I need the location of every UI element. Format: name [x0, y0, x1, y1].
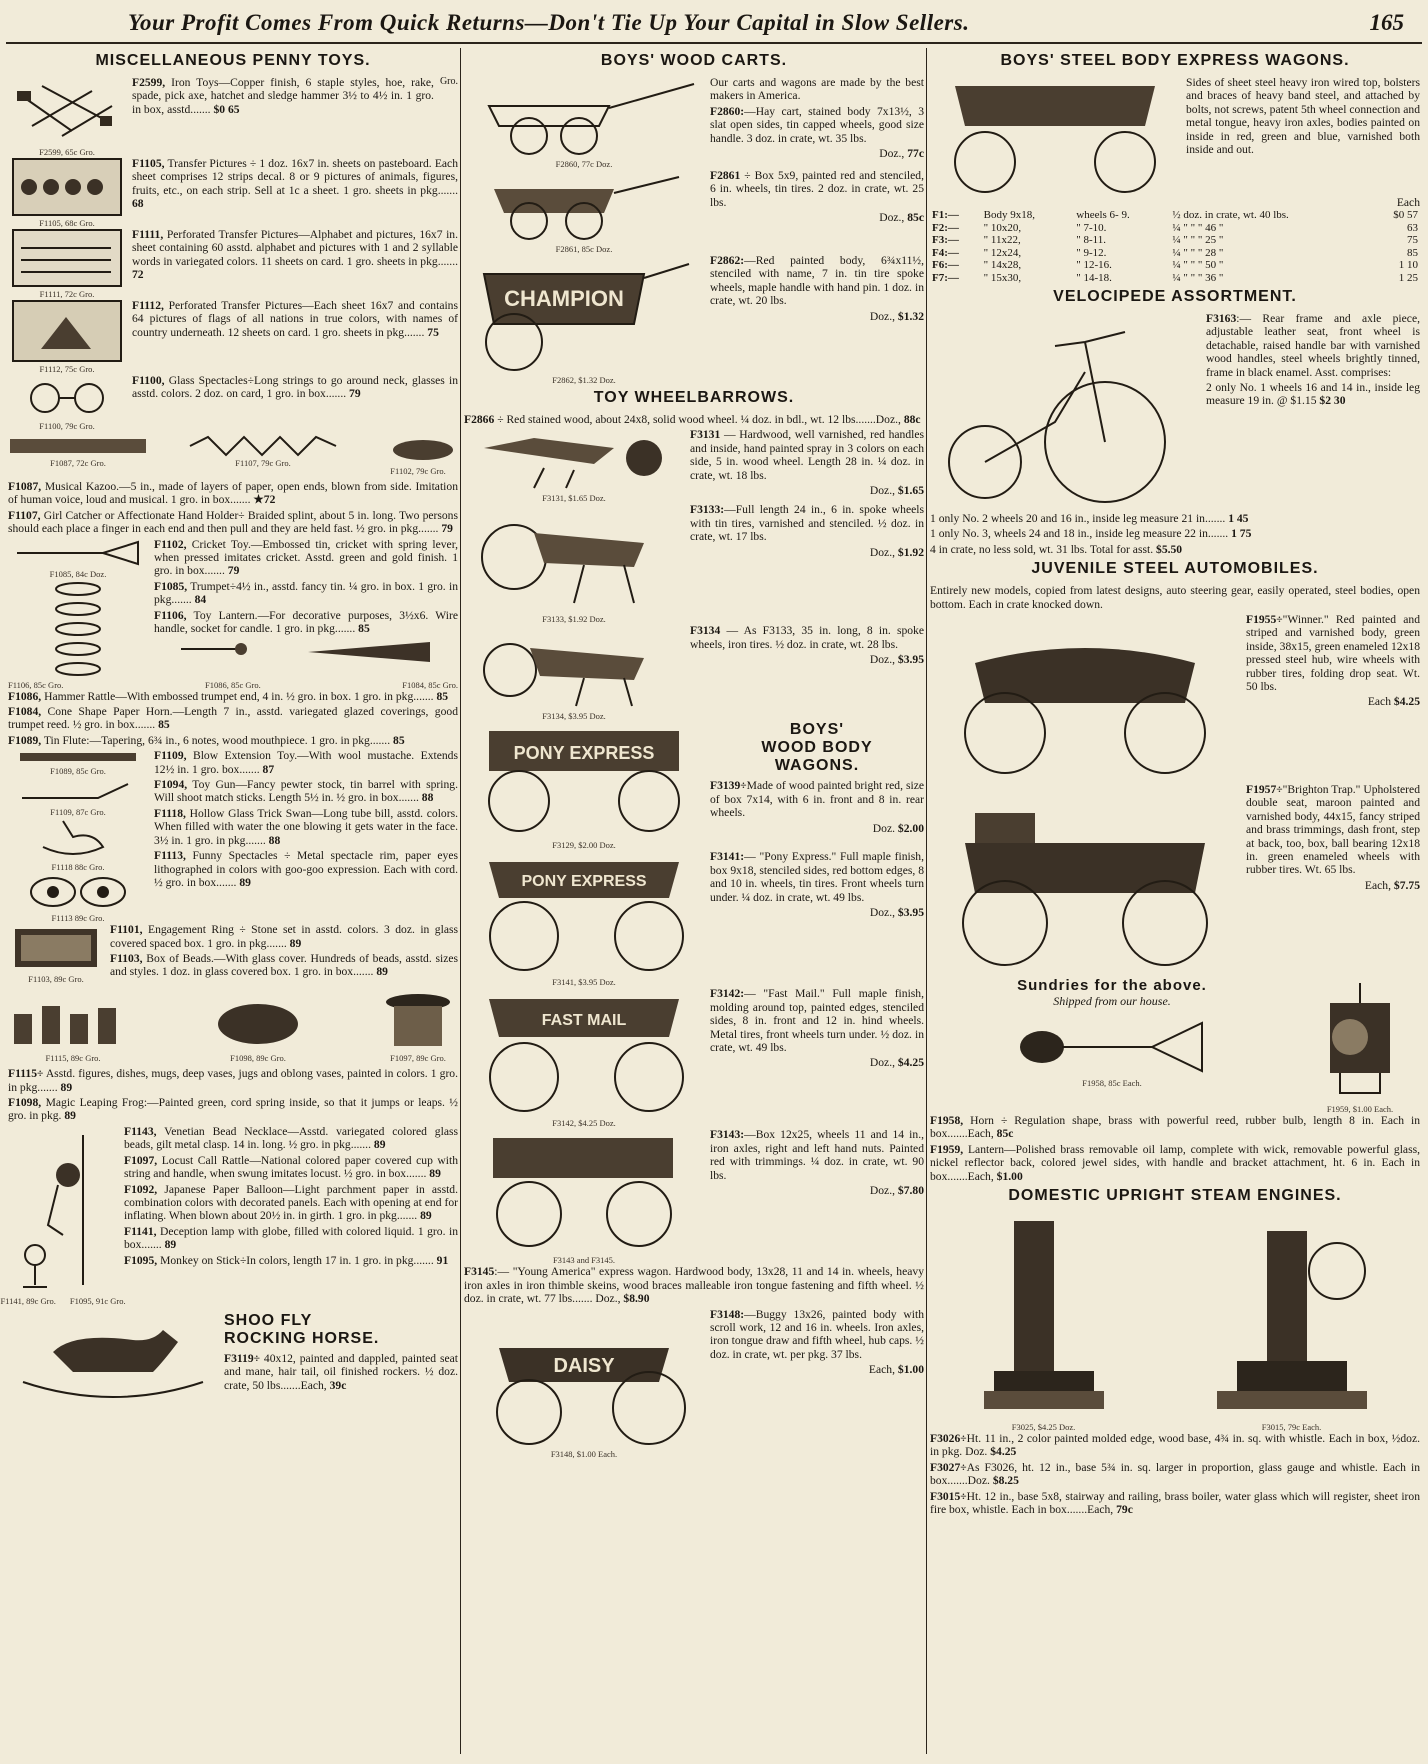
item-f1107: F1107, Girl Catcher or Affectionate Hand Holder÷ Braided splint, about 5 in. long. Two persons should each place a finger in each end and then pull and they are held fast. ½ gro. in pkg....... 79	[8, 508, 458, 536]
item-description: F3139÷Made of wood painted bright red, size of box 7x14, with 6 in. front and 8 in. rear wheels.	[710, 779, 924, 820]
gro-label: Gro.	[439, 76, 458, 87]
wheelbarrow-f3133-illustration: F3133, $1.92 Doz.	[464, 503, 684, 624]
steel-wagon-block	[930, 76, 1420, 196]
daisy-buggy-illustration: DAISY F3148, $1.00 Each.	[464, 1308, 704, 1459]
item-f1098: F1098, Magic Leaping Frog:—Painted green, cord spring inside, so that it jumps or leaps. ½ gro. in pkg. 89	[8, 1096, 458, 1123]
size-table-row	[930, 272, 1420, 285]
size-table-cell-pack: ¼ " " " 46 "	[1172, 221, 1224, 234]
item-description: F1100, Glass Spectacles÷Long strings to go around neck, glasses in asstd. colors. 2 doz. on card, 1 gro. in box....... 79	[132, 374, 459, 401]
locust-call-illustration: F1097, 89c Gro.	[378, 988, 458, 1063]
item-f1087: F1087, Musical Kazoo.—5 in., made of layers of paper, open ends, blown from side. Imitation of human voice, loud and musical. 1 gro. in box....... ★72	[8, 480, 458, 507]
section-heading-wood-carts: BOYS' WOOD CARTS.	[600, 52, 788, 69]
section-heading-rocking-horse: ROCKING HORSE.	[224, 1329, 380, 1347]
pony-express-wagon-f3139-illustration: PONY EXPRESS F3129, $2.00 Doz.	[464, 721, 704, 850]
item-f3026: F3026÷Ht. 11 in., 2 color painted molded edge, wood base, 4¾ in. sq. with whistle. Each in box, ½doz. in pkg. Doz. $4.25	[930, 1432, 1420, 1459]
size-table-cell-wheels: " 8-11.	[1076, 234, 1107, 246]
cart-stencil-name: CHAMPION	[504, 286, 624, 311]
item-f1102: F1102, Cricket Toy.—Embossed tin, cricket with spring lever, when pressed imitates cricket. Asstd. green and gold finish. 1 gro. in box....... 79	[154, 537, 458, 578]
item-f1085: F1085, Trumpet÷4½ in., asstd. fancy tin. ¼ gro. in box. 1 gro. in pkg....... 84	[154, 579, 458, 607]
size-table-row	[930, 259, 1420, 272]
pony-express-wagon-f3141-illustration: PONY EXPRESS F3141, $3.95 Doz.	[464, 850, 704, 987]
size-table-cell-code: F7:—	[932, 271, 959, 284]
express-wagon-f3143-illustration: F3143 and F3145.	[464, 1128, 704, 1265]
size-table-cell-body: " 10x20,	[983, 221, 1022, 234]
figure-caption: F1100, 79c Gro.	[39, 421, 95, 431]
item-f1092: F1092, Japanese Paper Balloon—Light parchment paper in asstd. combination colors with decorated panels. Each with opening at end for inflating. When blown about 20½ in. in girth. 1 gro. in pkg....... 89	[124, 1182, 458, 1223]
size-table-cell-each: 1 10	[1398, 259, 1418, 271]
section-heading-steel-wagons: BOYS' STEEL BODY EXPRESS WAGONS.	[1000, 52, 1350, 69]
item-f3141: PONY EXPRESS F3141, $3.95 Doz. F3141:— "Pony Express." Full maple finish, box 9x18, stenciled sides, red bottom edges, 8 and 10 in. wheels, tin tires. Front wheels turn under. ¼ doz. in crate, wt. 49 lbs. Doz., $3.95	[464, 850, 924, 987]
item-f1100	[8, 374, 458, 431]
item-f1103: F1103, Box of Beads.—With glass cover. Hundreds of beads, asstd. sizes and styles. 1 doz. in glass covered box. 1 gro. in box....... 89	[110, 952, 458, 979]
page-number: 165	[1369, 10, 1404, 35]
monkey-lamp-illustrations: F1141, 89c Gro. F1095, 91c Gro.	[8, 1125, 118, 1306]
item-f1105	[8, 157, 458, 228]
item-description: F3148:—Buggy 13x26, painted body with scroll work, 12 and 16 in. wheels. Iron axles, iron tongue draw and fifth wheel, hub caps. ½ doz. in crate, wt. per pkg. 37 lbs.	[710, 1307, 924, 1361]
figure-caption: F1111, 72c Gro.	[39, 289, 95, 299]
column-express-autos-engines	[930, 48, 1420, 1754]
size-table-row	[930, 209, 1420, 222]
item-f3134: F3134, $3.95 Doz. F3134 — As F3133, 35 in. long, 8 in. spoke wheels, iron tires. ½ doz. in crate, wt. 28 lbs. Doz., $3.95	[464, 624, 924, 721]
item-description: F3163:— Rear frame and axle piece, adjustable leather seat, front wheel is detachable, raised handle bar with varnished wood handles, steel wheels brightly tinned, frame in black enamel. Asst. comprises:	[1206, 312, 1420, 379]
item-description: F3143:—Box 12x25, wheels 11 and 14 in., iron axles, right and left hand nuts. Painted red with trimmings. ¼ doz. in crate, wt. 90 lbs.	[710, 1128, 924, 1182]
size-table-cell-each: $0 57	[1393, 209, 1418, 221]
size-table-cell-code: F1:—	[932, 209, 959, 221]
item-group-trumpet	[8, 538, 458, 679]
size-table-cell-body: " 14x28,	[983, 259, 1022, 271]
section-heading-shoo-fly: SHOO FLY	[224, 1311, 313, 1329]
item-f3148: DAISY F3148, $1.00 Each. F3148:—Buggy 13x26, painted body with scroll work, 12 and 16 in. wheels. Iron axles, iron tongue draw and fifth wheel, hub caps. ½ doz. in crate, wt. per pkg. 37 lbs. Each, $1.00	[464, 1308, 924, 1459]
item-f3131: F3131, $1.65 Doz. F3131 — Hardwood, well varnished, red handles and inside, hand painted spray in 3 colors on each side, 5 in. wood wheel. Length 28 in. ¼ doz. in crate, wt. 18 lbs. Doz., $1.65	[464, 428, 924, 503]
item-f2599	[8, 76, 458, 157]
column-rule-2	[926, 48, 927, 1754]
item-f1112	[8, 299, 458, 374]
item-f2862: CHAMPION F2862, $1.32 Doz. F2862:—Red painted body, 6¾x11½, stenciled with name, 7 in. tin tire spoke wheels, maple handle with hand pin. 1 doz. in crate, wt. 20 lbs. Doz., $1.32	[464, 254, 924, 385]
column-rule-1	[460, 48, 461, 1754]
wagon-stencil-name: FAST MAIL	[541, 1012, 627, 1030]
size-table-cell-pack: ¼ " " " 28 "	[1172, 246, 1224, 259]
item-f3119-rocking-horse	[8, 1312, 458, 1408]
header-rule	[6, 42, 1422, 44]
size-table-cell-code: F2:—	[932, 221, 959, 234]
size-table-cell-body: " 15x30,	[983, 271, 1022, 284]
wheelbarrow-f3131-illustration: F3131, $1.65 Doz.	[464, 428, 684, 503]
perforated-pictures-illustration	[8, 228, 126, 299]
item-f1143: F1143, Venetian Bead Necklace—Asstd. variegated colored glass beads, gilt metal clasp. 14 in. long. ½ gro. in pkg....... 89	[124, 1124, 458, 1152]
wagon-stencil-name: PONY EXPRESS	[521, 873, 647, 891]
figure-caption: F1105, 68c Gro.	[39, 218, 95, 228]
steam-engine-figures	[930, 1211, 1420, 1432]
size-table-cell-wheels: " 9-12.	[1076, 246, 1107, 259]
carts-intro: Our carts and wagons are made by the best makers in America.	[710, 76, 924, 103]
size-table-cell-wheels: wheels 6- 9.	[1076, 209, 1130, 221]
item-f3145: F3145:— "Young America" express wagon. Hardwood body, 13x28, 11 and 14 in. wheels, heavy iron axles in iron thimble skeins, wood braces malleable iron tongue fastening and fifth wheel. ½ doz. in crate, wt. 77 lbs....... Doz., $8.90	[464, 1265, 924, 1306]
size-table-cell-pack: ½ doz. in crate, wt. 40 lbs.	[1172, 209, 1289, 221]
item-f1095: F1095, Monkey on Stick÷In colors, length 17 in. 1 gro. in pkg....... 91	[124, 1253, 449, 1267]
item-description: F3119÷ 40x12, painted and dappled, painted seat and mane, hair tail, oil finished rockers. ½ doz. crate, 50 lbs.......Each, 39c	[224, 1351, 458, 1392]
item-f3143: F3143 and F3145. F3143:—Box 12x25, wheels 11 and 14 in., iron axles, right and left hand nuts. Painted red with trimmings. ¼ doz. in crate, wt. 90 lbs. Doz., $7.80	[464, 1128, 924, 1265]
item-f2861: F2861, 85c Doz. F2861 ÷ Box 5x9, painted red and stenciled, 6 in. wheels, tin tires. 2 doz. in crate, wt. 25 lbs. Doz., 85c	[464, 169, 924, 254]
paper-horn-illustration	[304, 639, 434, 665]
sundries-heading: Sundries for the above.	[1017, 977, 1207, 995]
toy-lantern-illustration	[48, 579, 108, 679]
item-description: F3142:— "Fast Mail." Full maple finish, molding around top, painted edges, stenciled sides, 8 in. front and 12 in. hind wheels. Metal tires, front wheels turn under. ½ doz. in crate, wt. 49 lbs.	[710, 987, 924, 1055]
iron-toys-illustration	[8, 76, 126, 157]
wagon-stencil-name: DAISY	[553, 1354, 615, 1377]
item-description: F3131 — Hardwood, well varnished, red handles and inside, hand painted spray in 3 colors on each side, 5 in. wood wheel. Length 28 in. ¼ doz. in crate, wt. 18 lbs.	[690, 428, 924, 482]
size-table-row	[930, 247, 1420, 260]
item-description: F2599, Iron Toys—Copper finish, 6 staple styles, hoe, rake, spade, pick axe, hatchet and sledge hammer 3½ to 4½ in. 1 gro. in box, asstd....... $0 65	[132, 76, 434, 116]
section-heading-automobiles: JUVENILE STEEL AUTOMOBILES.	[1031, 560, 1319, 578]
steel-wagon-size-table	[930, 209, 1420, 284]
size-table-cell-each: 1 25	[1398, 271, 1418, 284]
rocking-horse-illustration	[8, 1312, 218, 1408]
wagon-stencil-name: PONY EXPRESS	[513, 743, 655, 764]
item-f1089: F1089, Tin Flute:—Tapering, 6¾ in., 6 notes, wood mouthpiece. 1 gro. in pkg....... 85	[8, 733, 405, 747]
velo-line-2: 1 only No. 2 wheels 20 and 16 in., inside leg measure 21 in....... 1 45	[930, 512, 1249, 525]
size-table-cell-code: F4:—	[932, 246, 959, 259]
column-penny-toys	[0, 48, 459, 1754]
box-cart-illustration: F2861, 85c Doz.	[464, 169, 704, 254]
size-table-cell-code: F6:—	[932, 259, 959, 271]
item-f1118: F1118, Hollow Glass Trick Swan—Long tube bill, asstd. colors. When filled with water the one blowing it gets water in the face. 3½ in. 1 gro. in pkg....... 88	[154, 806, 458, 847]
each-label: Each	[1396, 196, 1420, 209]
running-head-slogan: Your Profit Comes From Quick Returns—Don't Tie Up Your Capital in Slow Sellers.	[128, 10, 970, 35]
item-f2860: F2860, 77c Doz. Our carts and wagons are made by the best makers in America. F2860:—Hay cart, stained body 7x13½, 3 slat open sides, tin capped wheels, good size handle. 3 doz. in crate, wt. 35 lbs. Doz., 77c	[464, 76, 924, 169]
section-heading-wagons-3: WAGONS.	[774, 757, 860, 775]
item-description: F1105, Transfer Pictures ÷ 1 doz. 16x7 in. sheets on pasteboard. Each sheet comprises 12 strips decal. 8 or 9 pictures of animals, figures, fruits, etc., on each strip. Sell at 1c a sheet. 1 gro. sheets in pkg....... 68	[132, 157, 458, 211]
item-description: F2862:—Red painted body, 6¾x11½, stenciled with name, 7 in. tin tire spoke wheels, maple handle with hand pin. 1 doz. in crate, wt. 20 lbs.	[710, 254, 924, 308]
item-f2866: F2866 ÷ Red stained wood, about 24x8, solid wood wheel. ¼ doz. in bdl., wt. 12 lbs.......Doz., 88c	[464, 413, 921, 426]
velo-line-1: 2 only No. 1 wheels 16 and 14 in., inside leg measure 19 in. @ $1.15 $2 30	[1206, 381, 1420, 408]
steel-wagon-description: Sides of sheet steel heavy iron wired top, bolsters and braces of heavy band steel, and attached by bolts, not screws, patent 5th wheel connection and metal tongue, heavy iron axles, bodies painted on inside in red, green and blue, varnished both inside and out.	[1186, 76, 1420, 157]
velo-line-3: 1 only No. 3, wheels 24 and 18 in., inside leg measure 22 in....... 1 75	[930, 527, 1252, 541]
glass-spectacles-illustration	[8, 374, 126, 431]
cricket-toy-illustration: F1102, 79c Gro.	[378, 435, 458, 476]
item-f3139: PONY EXPRESS F3129, $2.00 Doz. BOYS' WOOD BODY WAGONS. F3139÷Made of wood painted bright red, size of box 7x14, with 6 in. front and 8 in. rear wheels. Doz. $2.00	[464, 721, 924, 850]
figure-caption: F2599, 65c Gro.	[39, 147, 95, 157]
item-f1111	[8, 228, 458, 299]
item-f1106: F1106, Toy Lantern.—For decorative purposes, 3½x6. Wire handle, socket for candle. 1 gro. in pkg....... 85	[154, 608, 458, 636]
box-of-beads-illustration: F1103, 89c Gro.	[8, 923, 104, 984]
velo-total: 4 in crate, no less sold, wt. 31 lbs. Total for asst. $5.50	[930, 542, 1183, 556]
item-group-monkey	[0, 1124, 458, 1306]
kazoo-illustration: F1087, 72c Gro.	[8, 435, 148, 468]
trumpet-illustration: F1085, 84c Doz.	[8, 538, 148, 679]
item-f1086: F1086, Hammer Rattle—With embossed trumpet end, 4 in. ½ gro. in box. 1 gro. in pkg....... 85	[8, 689, 449, 703]
size-table-cell-pack: ¼ " " " 36 "	[1172, 271, 1224, 284]
section-heading-wagons-2: WOOD BODY	[761, 739, 873, 757]
item-description: F3141:— "Pony Express." Full maple finish, box 9x18, stenciled sides, red bottom edges, 8 and 10 in. wheels, tin tires. Front wheels turn under. ¼ doz. in crate, wt. 49 lbs.	[710, 850, 924, 904]
champion-cart-illustration: CHAMPION F2862, $1.32 Doz.	[464, 254, 704, 385]
item-f1115: F1115÷ Asstd. figures, dishes, mugs, deep vases, jugs and oblong vases, painted in colors. 1 gro. in pkg....... 89	[8, 1067, 458, 1094]
item-f3142: FAST MAIL F3142, $4.25 Doz. F3142:— "Fast Mail." Full maple finish, molding around top, painted edges, stenciled sides, 8 in. front and 12 in. hind wheels. Metal tires, front wheels turn under. ½ doz. in crate, wt. 49 lbs. Doz., $4.25	[464, 987, 924, 1128]
size-table-cell-pack: ¼ " " " 50 "	[1172, 259, 1224, 271]
hay-cart-illustration: F2860, 77c Doz.	[464, 76, 704, 169]
item-f1109: F1109, Blow Extension Toy.—With wool mustache. Extends 12½ in. 1 gro. box....... 87	[154, 749, 458, 776]
caption-row-2: F1106, 85c Gro. F1086, 85c Gro. F1084, 85c Gro.	[8, 679, 458, 690]
item-f1141: F1141, Deception lamp with globe, filled with colored liquid. 1 gro. in box....... 89	[124, 1224, 458, 1252]
item-description: F1112, Perforated Transfer Pictures—Each sheet 16x7 and contains 64 pictures of flags of all nations in true colors, with names of country underneath. 12 sheets on card. 1 gro. sheets in pkg....... 75	[132, 299, 458, 339]
item-group-beads	[8, 923, 458, 984]
fast-mail-wagon-illustration: FAST MAIL F3142, $4.25 Doz.	[464, 987, 704, 1128]
velocipede-illustration	[930, 312, 1200, 512]
brighton-trap-illustration	[930, 783, 1240, 973]
lantern-illustration: F1959, $1.00 Each.	[1300, 973, 1420, 1114]
winner-automobile-illustration	[930, 613, 1240, 783]
hammer-rattle-illustration	[179, 639, 249, 659]
figure-caption: F1112, 75c Gro.	[39, 364, 95, 374]
item-group-blow-toys	[8, 749, 458, 923]
item-f1113: F1113, Funny Spectacles ÷ Metal spectacle rim, paper eyes lithographed in colors with goo-goo expression. Each with cord. ½ gro. in box....... 89	[154, 849, 458, 889]
item-f1097: F1097, Locust Call Rattle—National colored paper covered cup with string and handle, when swung imitates locust. ½ gro. in box....... 89	[124, 1153, 458, 1181]
size-table-cell-body: Body 9x18,	[983, 209, 1036, 221]
size-table-row	[930, 234, 1420, 247]
size-table-cell-wheels: " 14-18.	[1076, 271, 1112, 284]
item-f1959: F1959, Lantern—Polished brass removable oil lamp, complete with wick, removable powerful glass, nickel reflector back, colored jewel sides, with handle and bracket attachment, ht. 6 in. Each in box.......Each, $1.00	[930, 1142, 1420, 1183]
size-table-cell-each: 75	[1407, 234, 1418, 246]
item-description: F2861 ÷ Box 5x9, painted red and stenciled, 6 in. wheels, tin tires. 2 doz. in crate, wt. 25 lbs.	[710, 169, 924, 209]
section-heading-wheelbarrows: TOY WHEELBARROWS.	[593, 389, 795, 406]
figure-row-3	[8, 988, 458, 1063]
item-description: F2860:—Hay cart, stained body 7x13½, 3 slat open sides, tin capped wheels, good size handle. 3 doz. in crate, wt. 35 lbs.	[710, 104, 924, 145]
size-table-cell-each: 85	[1407, 246, 1418, 259]
size-table-cell-pack: ¼ " " " 25 "	[1172, 234, 1224, 246]
sundries-subheading: Shipped from our house.	[1053, 994, 1171, 1009]
section-heading-wagons-1: BOYS'	[789, 721, 845, 739]
section-heading-steam-engines: DOMESTIC UPRIGHT STEAM ENGINES.	[1008, 1187, 1342, 1205]
sundries-block	[930, 973, 1420, 1114]
section-heading-velocipede: VELOCIPEDE ASSORTMENT.	[1053, 288, 1297, 305]
transfer-pictures-illustration	[8, 157, 126, 228]
auto-intro: Entirely new models, copied from latest designs, auto steering gear, easily operated, steel bodies, open bottom. Each in crate knocked down.	[930, 584, 1420, 611]
horn-illustration: F1958, 85c Each.	[930, 1017, 1294, 1088]
item-f3027: F3027÷As F3026, ht. 12 in., base 5¾ in. sq. larger in proportion, glass gauge and whistle. Each in box.......Doz. $8.25	[930, 1460, 1420, 1488]
figures-dishes-illustration: F1115, 89c Gro.	[8, 988, 138, 1063]
item-f1957: F1957÷"Brighton Trap." Upholstered double seat, maroon painted and varnished body, 44x15, fancy striped and brass trimmings, dash front, step at back, too, box, ball bearing 12x18 in. green enameled wheels with rubber tires. Wt. 65 lbs. Each, $7.75	[930, 783, 1420, 973]
item-f1084: F1084, Cone Shape Paper Horn.—Length 7 in., asstd. variegated glazed coverings, good trumpet reed. ½ gro. in box....... 85	[8, 705, 458, 732]
item-f3015: F3015÷Ht. 12 in., base 5x8, stairway and railing, brass boiler, water glass which will register, sheet iron fire box, whistle. Each in box.......Each, 79c	[930, 1489, 1420, 1517]
item-description: F1111, Perforated Transfer Pictures—Alphabet and pictures, 16x7 in. sheet containing 60 asstd. alphabet and pictures with 1 and 2 syllable words in variegated colors. 11 sheets on card. 1 gro. sheets in pkg....... 72	[132, 228, 458, 282]
item-f3133: F3133, $1.92 Doz. F3133:—Full length 24 in., 6 in. spoke wheels with tin tires, varnished and stenciled. ½ doz. in crate, wt. 17 lbs. Doz., $1.92	[464, 503, 924, 624]
wheelbarrow-f3134-illustration: F3134, $3.95 Doz.	[464, 624, 684, 721]
steel-body-wagon-illustration	[930, 76, 1180, 196]
size-table-cell-wheels: " 7-10.	[1076, 221, 1107, 234]
flag-pictures-illustration	[8, 299, 126, 374]
figure-row-kazoo	[8, 435, 458, 476]
steam-engine-f3015-illustration: F3015, 79c Each.	[1207, 1211, 1377, 1432]
item-description: F3134 — As F3133, 35 in. long, 8 in. spoke wheels, iron tires. ½ doz. in crate, wt. 28 lbs.	[690, 624, 925, 651]
size-table-cell-wheels: " 12-16.	[1076, 259, 1112, 271]
column-carts-wagons	[464, 48, 924, 1754]
size-table-cell-body: " 11x22,	[983, 234, 1021, 246]
leaping-frog-illustration: F1098, 89c Gro.	[203, 988, 313, 1063]
small-toys-illustrations: F1089, 85c Gro. F1109, 87c Gro. F1118 88c Gro. F1113 89c Gro.	[8, 749, 148, 923]
item-description: F1957÷"Brighton Trap." Upholstered double seat, maroon painted and varnished body, 44x15, fancy striped and brass trimmings, dash front, step at back, too, box, ball bearing 12x18 in. green enameled wheels with rubber tires. Wt. 65 lbs.	[1246, 783, 1420, 877]
item-f1958: F1958, Horn ÷ Regulation shape, brass with powerful reed, rubber bulb, length 8 in. Each in box.......Each, 85c	[930, 1114, 1420, 1141]
item-description: F3133:—Full length 24 in., 6 in. spoke wheels with tin tires, varnished and stenciled. ½ doz. in crate, wt. 17 lbs.	[690, 503, 924, 544]
section-heading-penny-toys: MISCELLANEOUS PENNY TOYS.	[95, 52, 371, 69]
size-table-row	[930, 222, 1420, 235]
running-head	[0, 6, 1428, 40]
steam-engine-f3025-illustration: F3025, $4.25 Doz.	[974, 1211, 1114, 1432]
item-f1094: F1094, Toy Gun—Fancy pewter stock, tin barrel with spring. Will shoot match sticks. Length 5½ in. ½ gro. in box....... 88	[154, 778, 458, 805]
girl-catcher-illustration: F1107, 79c Gro.	[188, 435, 338, 468]
item-f1955: F1955÷"Winner." Red painted and striped and varnished body, green inside, 38x15, green enameled 12x18 pressed steel hub, wire wheels with rubber tires, folding drop seat. Wt. 50 lbs. Each $4.25	[930, 613, 1420, 783]
item-f3163	[930, 312, 1420, 512]
size-table-cell-each: 63	[1407, 221, 1418, 234]
size-table-cell-body: " 12x24,	[983, 246, 1022, 259]
item-f1101: F1101, Engagement Ring ÷ Stone set in asstd. colors. 3 doz. in glass covered spaced box. 1 gro. in pkg....... 89	[110, 923, 458, 950]
size-table-cell-code: F3:—	[932, 234, 959, 246]
item-description: F1955÷"Winner." Red painted and striped and varnished body, green inside, 38x15, green enameled 12x18 pressed steel hub, wire wheels with rubber tires, folding drop seat. Wt. 50 lbs.	[1246, 613, 1420, 694]
